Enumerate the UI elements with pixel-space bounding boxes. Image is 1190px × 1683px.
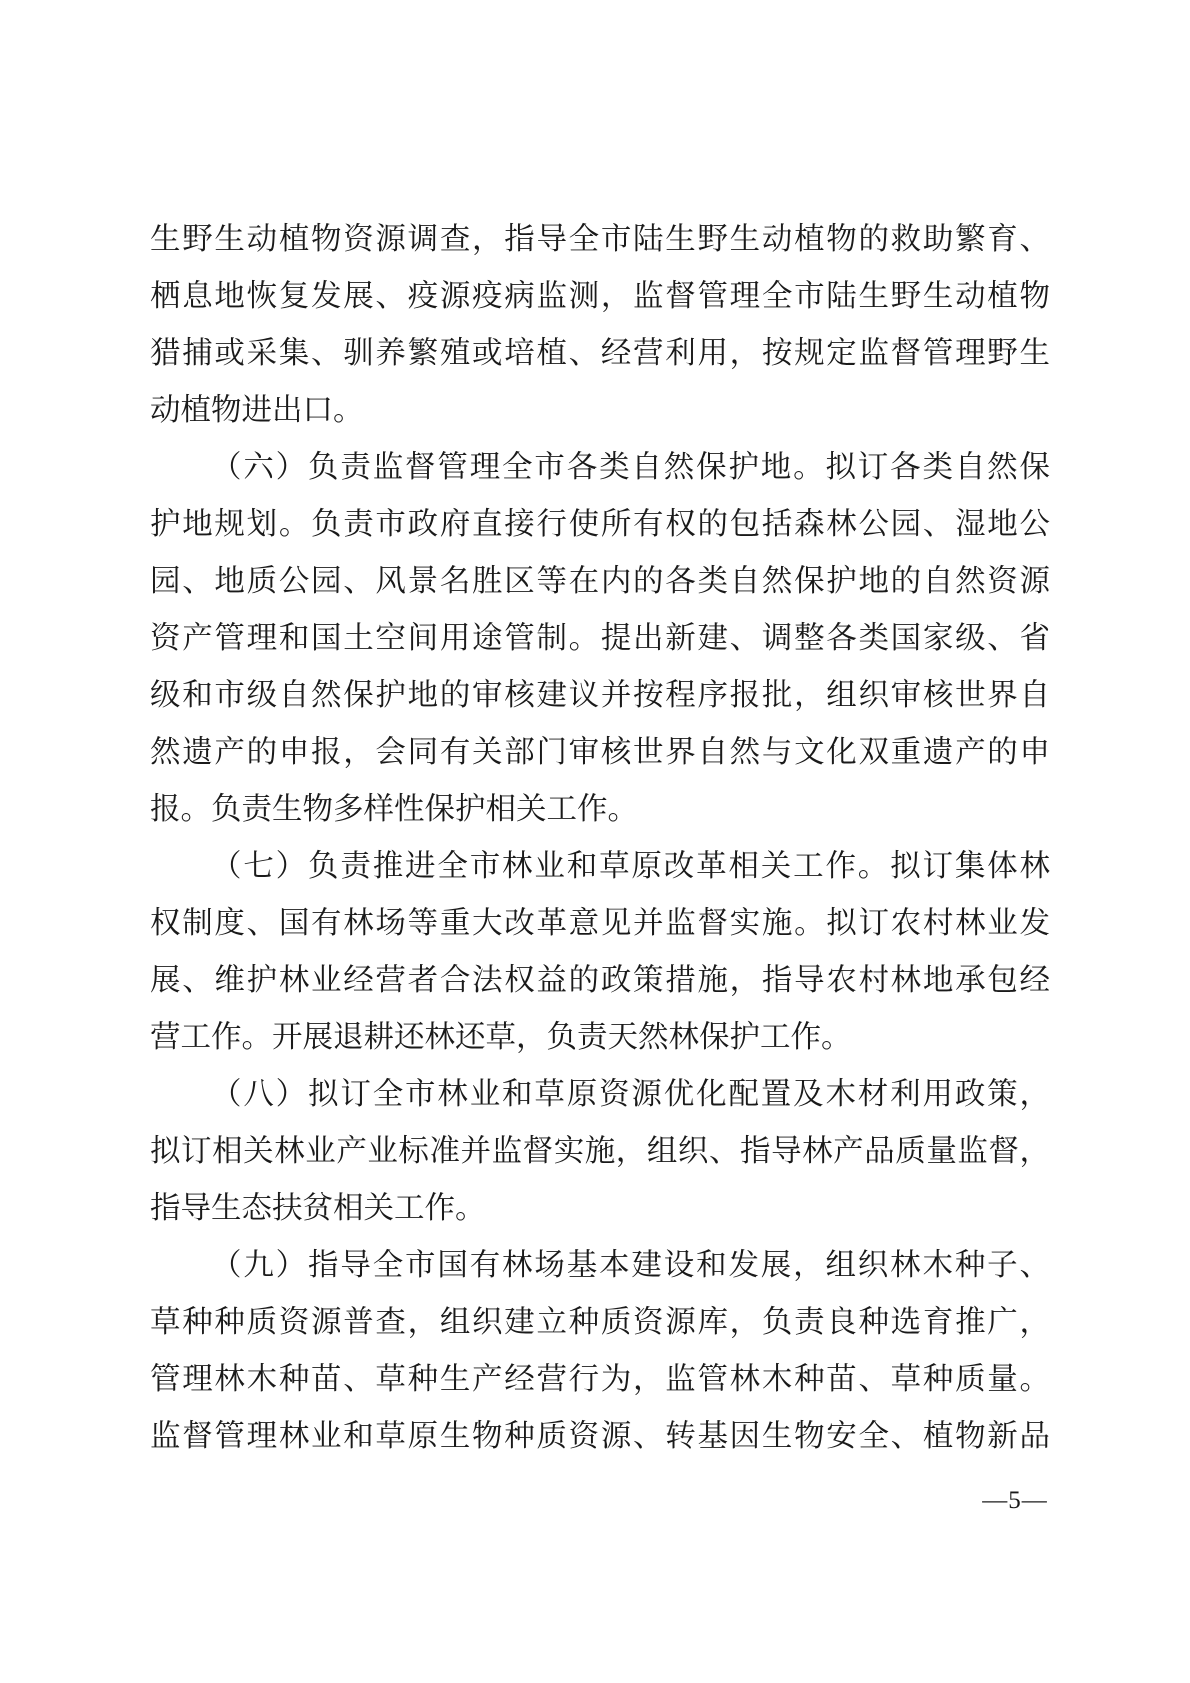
text-line: 栖息地恢复发展、疫源疫病监测，监督管理全市陆生野生动植物 xyxy=(150,279,1050,313)
text-line: 动植物进出口。 xyxy=(150,393,364,427)
text-line: （六）负责监督管理全市各类自然保护地。拟订各类自然保 xyxy=(211,450,1050,484)
text-line: 生野生动植物资源调查，指导全市陆生野生动植物的救助繁育、 xyxy=(150,222,1050,256)
text-line: 猎捕或采集、驯养繁殖或培植、经营利用，按规定监督管理野生 xyxy=(150,336,1050,370)
page-number: —5— xyxy=(982,1487,1048,1514)
text-line: 报。负责生物多样性保护相关工作。 xyxy=(150,792,638,826)
text-line: 指导生态扶贫相关工作。 xyxy=(150,1191,486,1225)
text-line: 护地规划。负责市政府直接行使所有权的包括森林公园、湿地公 xyxy=(150,507,1050,541)
text-line: 级和市级自然保护地的审核建议并按程序报批，组织审核世界自 xyxy=(150,678,1050,712)
text-line: 拟订相关林业产业标准并监督实施，组织、指导林产品质量监督， xyxy=(150,1134,1050,1168)
text-line: 监督管理林业和草原生物种质资源、转基因生物安全、植物新品 xyxy=(150,1419,1050,1453)
document-body xyxy=(150,211,1050,1465)
text-line: 草种种质资源普查，组织建立种质资源库，负责良种选育推广， xyxy=(150,1305,1050,1339)
text-line: 管理林木种苗、草种生产经营行为，监管林木种苗、草种质量。 xyxy=(150,1362,1050,1396)
text-line: 资产管理和国土空间用途管制。提出新建、调整各类国家级、省 xyxy=(150,621,1050,655)
text-line: （九）指导全市国有林场基本建设和发展，组织林木种子、 xyxy=(211,1248,1050,1282)
text-line: （八）拟订全市林业和草原资源优化配置及木材利用政策， xyxy=(211,1077,1050,1111)
text-line: （七）负责推进全市林业和草原改革相关工作。拟订集体林 xyxy=(211,849,1050,883)
text-line: 展、维护林业经营者合法权益的政策措施，指导农村林地承包经 xyxy=(150,963,1050,997)
text-line: 营工作。开展退耕还林还草，负责天然林保护工作。 xyxy=(150,1020,852,1054)
text-line: 然遗产的申报，会同有关部门审核世界自然与文化双重遗产的申 xyxy=(150,735,1050,769)
text-line: 权制度、国有林场等重大改革意见并监督实施。拟订农村林业发 xyxy=(150,906,1050,940)
text-line: 园、地质公园、风景名胜区等在内的各类自然保护地的自然资源 xyxy=(150,564,1050,598)
